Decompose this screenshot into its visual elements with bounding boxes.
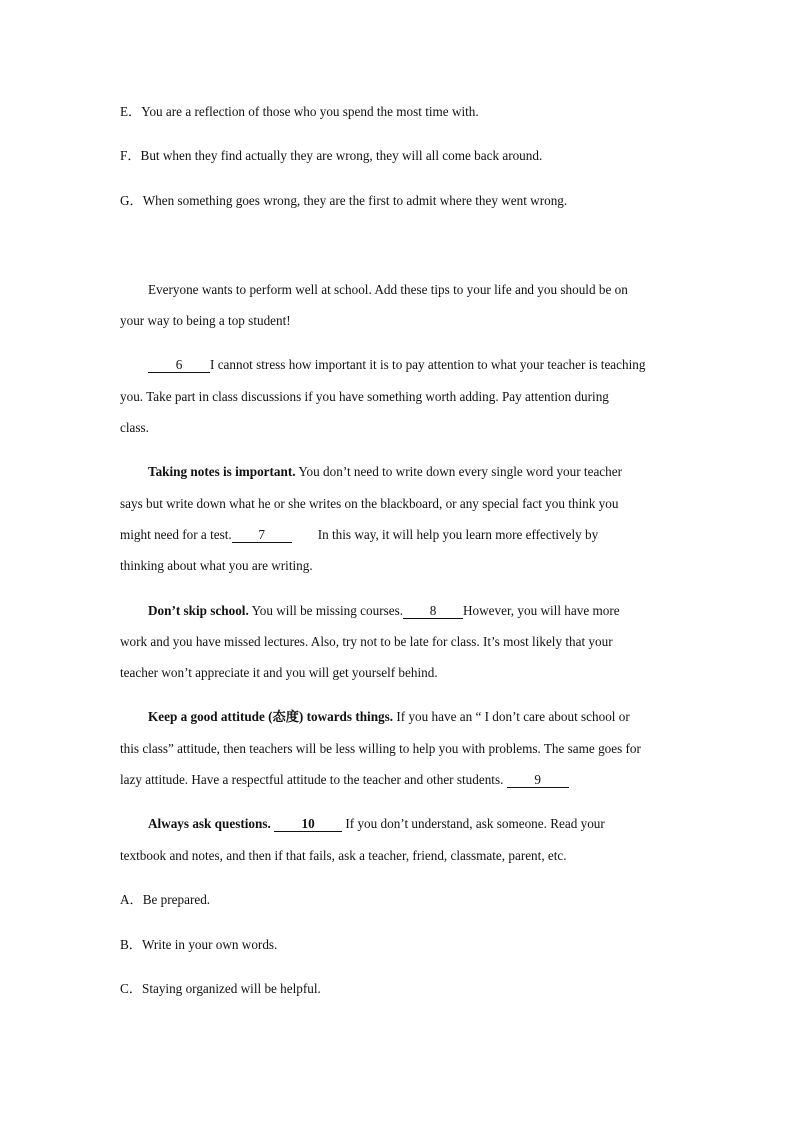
p7-line-1: Taking notes is important. You don’t need to write down every single word your teacher: [148, 464, 622, 479]
p6-line-3: class.: [120, 420, 149, 435]
p9-line-2: this class” attitude, then teachers will be less willing to help you with problems. The same goes for: [120, 741, 641, 756]
blank-10[interactable]: 10: [274, 817, 342, 832]
p7-line-3: might need for a test. 7 In this way, it will help you learn more effectively by: [120, 527, 599, 542]
option-a: A．Be prepared.: [120, 892, 211, 907]
p10-line-1: Always ask questions. 10 If you don’t understand, ask someone. Read your: [148, 816, 605, 831]
p7-line-2: says but write down what he or she writes on the blackboard, or any special fact you think you: [120, 496, 619, 511]
option-b: B．Write in your own words.: [120, 937, 278, 952]
option-c: C．Staying organized will be helpful.: [120, 981, 321, 996]
option-g: G．When something goes wrong, they are the first to admit where they went wrong.: [120, 193, 568, 208]
blank-8[interactable]: 8: [403, 604, 463, 619]
intro-line-1: Everyone wants to perform well at school. Add these tips to your life and you should be on: [148, 282, 628, 297]
intro-line-2: your way to being a top student!: [120, 313, 291, 328]
p7-line-4: thinking about what you are writing.: [120, 558, 313, 573]
p9-heading: Keep a good attitude (态度) towards things.: [148, 709, 394, 724]
p8-heading: Don’t skip school.: [148, 603, 249, 618]
p9-line-1: Keep a good attitude (态度) towards things. If you have an “ I don’t care about school or: [148, 709, 630, 724]
blank-6[interactable]: 6: [148, 358, 210, 373]
p7-heading: Taking notes is important.: [148, 464, 296, 479]
p8-line-2: work and you have missed lectures. Also, try not to be late for class. It’s most likely that your: [120, 634, 613, 649]
p6-line-2: you. Take part in class discussions if you have something worth adding. Pay attention during: [120, 389, 609, 404]
p9-line-3: lazy attitude. Have a respectful attitude to the teacher and other students. 9: [120, 772, 569, 788]
p6-line-1: 6 I cannot stress how important it is to pay attention to what your teacher is teaching: [148, 357, 645, 373]
p8-line-1: Don’t skip school. You will be missing courses. 8 However, you will have more: [148, 603, 620, 618]
option-f: F．But when they find actually they are wrong, they will all come back around.: [120, 148, 543, 163]
option-e: E．You are a reflection of those who you spend the most time with.: [120, 104, 479, 119]
blank-9[interactable]: 9: [507, 773, 569, 788]
blank-7[interactable]: 7: [232, 528, 292, 543]
p10-heading: Always ask questions.: [148, 816, 275, 831]
p10-line-2: textbook and notes, and then if that fails, ask a teacher, friend, classmate, parent, etc.: [120, 848, 567, 863]
p8-line-3: teacher won’t appreciate it and you will get yourself behind.: [120, 665, 438, 680]
